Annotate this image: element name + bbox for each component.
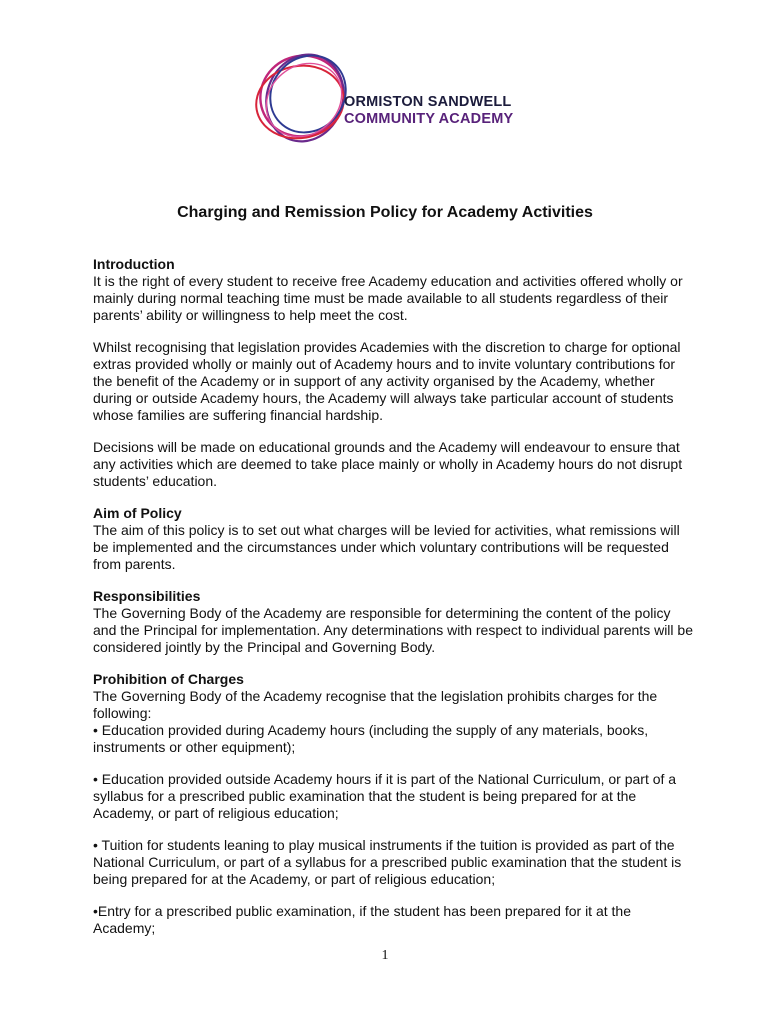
logo-text-line2: COMMUNITY ACADEMY <box>344 111 514 127</box>
page-number: 1 <box>381 948 389 963</box>
prohibition-bullet: • Tuition for students leaning to play musical instruments if the tuition is provided as part of the National Curriculum, or part of a syllabus for a prescribed public examination that the student is being prepared for at the Academy, or part of religious education; <box>93 837 682 887</box>
prohibition-bullet: •Entry for a prescribed public examination, if the student has been prepared for it at the Academy; <box>93 903 631 936</box>
logo-text-line1: ORMISTON SANDWELL <box>344 94 512 110</box>
section-heading-prohibition: Prohibition of Charges <box>93 671 244 687</box>
prohibition-intro: The Governing Body of the Academy recognise that the legislation prohibits charges for the following: <box>93 688 658 721</box>
document-body <box>93 256 693 952</box>
section-heading-aim: Aim of Policy <box>93 505 182 521</box>
academy-logo <box>250 44 540 156</box>
document-title: Charging and Remission Policy for Academy Activities <box>177 204 593 221</box>
responsibilities-paragraph: The Governing Body of the Academy are responsible for determining the content of the policy and the Principal for implementation. Any determinations with respect to individual parents will be considered jointly by the Principal and Governing Body. <box>93 605 693 655</box>
prohibition-bullet: • Education provided during Academy hours (including the supply of any materials, books, instruments or other equipment); <box>93 722 649 755</box>
section-heading-introduction: Introduction <box>93 256 175 272</box>
aim-paragraph: The aim of this policy is to set out what charges will be levied for activities, what remissions will be implemented and the circumstances under which voluntary contributions will be requested from parents. <box>93 522 680 572</box>
prohibition-bullet: • Education provided outside Academy hours if it is part of the National Curriculum, or part of a syllabus for a prescribed public examination that the student is being prepared for at the Academy, or part of religious education; <box>93 771 677 821</box>
introduction-paragraph-3: Decisions will be made on educational grounds and the Academy will endeavour to ensure that any activities which are deemed to take place mainly or wholly in Academy hours do not disrupt students’ education. <box>93 439 683 489</box>
introduction-paragraph-1: It is the right of every student to receive free Academy education and activities offered wholly or mainly during normal teaching time must be made available to all students regardless of their parents’ ability or willingness to help meet the cost. <box>93 273 683 323</box>
introduction-paragraph-2: Whilst recognising that legislation provides Academies with the discretion to charge for optional extras provided wholly or mainly out of Academy hours and to invite voluntary contributions for the benefit of the Academy or in support of any activity organised by the Academy, whether during or outside Academy hours, the Academy will always take particular account of students whose families are suffering financial hardship. <box>93 339 681 423</box>
section-heading-responsibilities: Responsibilities <box>93 588 201 604</box>
